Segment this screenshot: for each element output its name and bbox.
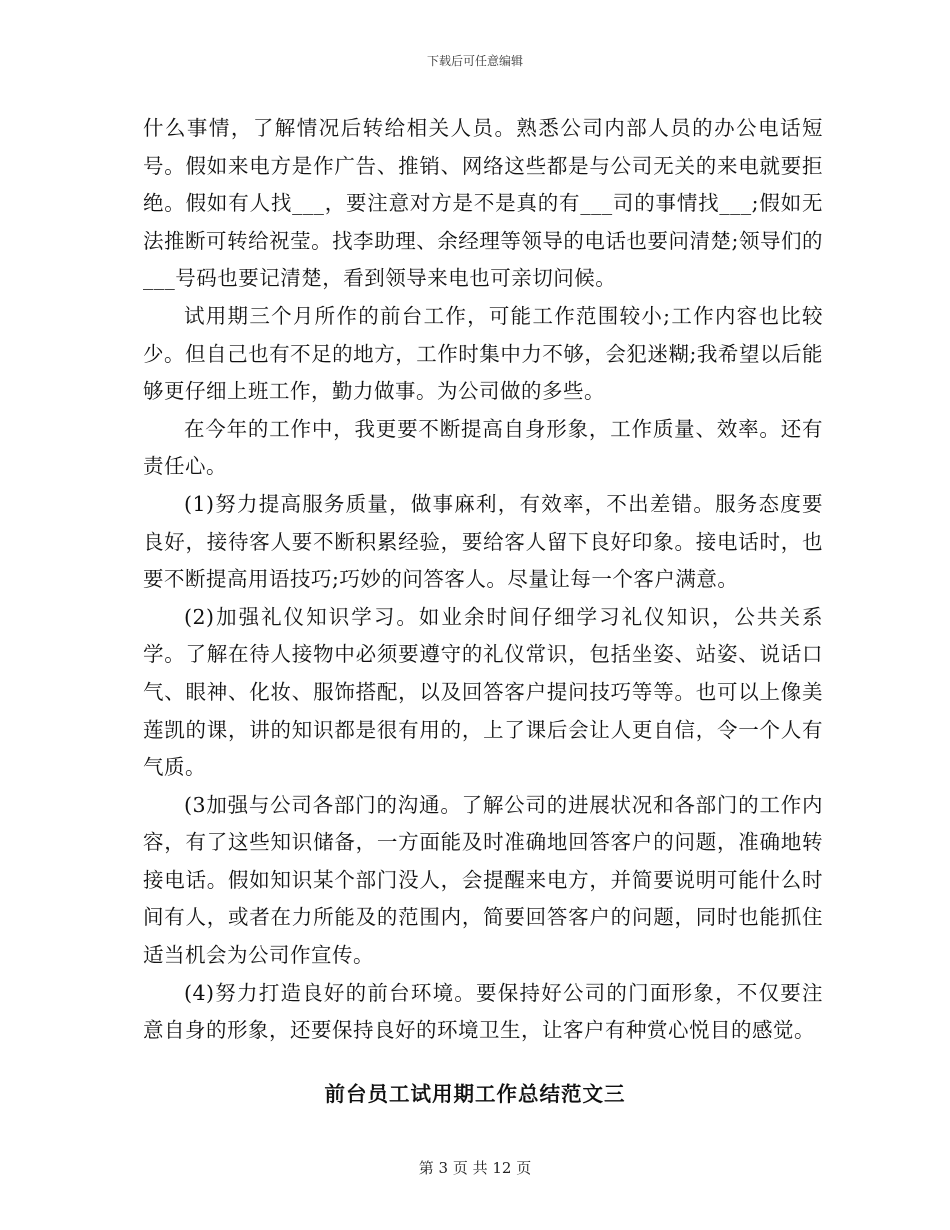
section-title: 前台员工试用期工作总结范文三 — [324, 1082, 626, 1106]
paragraph-probation-summary: 试用期三个月所作的前台工作，可能工作范围较小;工作内容也比较少。但自己也有不足的地方，工作时集中力不够，会犯迷糊;我希望以后能够更仔细上班工作，勤力做事。为公司做的多些。 — [143, 303, 823, 404]
paragraph-item-4: (4)努力打造良好的前台环境。要保持好公司的门面形象，不仅要注意自身的形象，还要保持良好的环境卫生，让客户有种赏心悦目的感觉。 — [143, 980, 823, 1043]
header-note: 下载后可任意编辑 — [426, 54, 523, 68]
paragraph-continuation: 什么事情，了解情况后转给相关人员。熟悉公司内部人员的办公电话短号。假如来电方是作广告、推销、网络这些都是与公司无关的来电就要拒绝。假如有人找___，要注意对方是不是真的有___司的事情找___;假如无法推断可转给祝莹。找李助理、余经理等领导的电话也要问清楚;领导们的___号码也要记清楚，看到领导来电也可亲切问候。 — [143, 116, 823, 291]
body-text — [143, 110, 823, 1050]
paragraph-goals-intro: 在今年的工作中，我更要不断提高自身形象，工作质量、效率。还有责任心。 — [143, 416, 823, 479]
paragraph-item-2: (2)加强礼仪知识学习。如业余时间仔细学习礼仪知识，公共关系学。了解在待人接物中必须要遵守的礼仪常识，包括坐姿、站姿、说话口气、眼神、化妆、服饰搭配，以及回答客户提问技巧等等。也可以上像美莲凯的课，讲的知识都是很有用的，上了课后会让人更自信，令一个人有气质。 — [143, 604, 823, 780]
page-number: 第 3 页 共 12 页 — [418, 1159, 532, 1177]
paragraph-item-3: (3加强与公司各部门的沟通。了解公司的进展状况和各部门的工作内容，有了这些知识储备，一方面能及时准确地回答客户的问题，准确地转接电话。假如知识某个部门没人，会提醒来电方，并简要说明可能什么时间有人，或者在力所能及的范围内，简要回答客户的问题，同时也能抓住适当机会为公司作宣传。 — [143, 792, 823, 968]
paragraph-item-1: (1)努力提高服务质量，做事麻利，有效率，不出差错。服务态度要良好，接待客人要不断积累经验，要给客人留下良好印象。接电话时，也要不断提高用语技巧;巧妙的问答客人。尽量让每一个客户满意。 — [143, 491, 823, 592]
